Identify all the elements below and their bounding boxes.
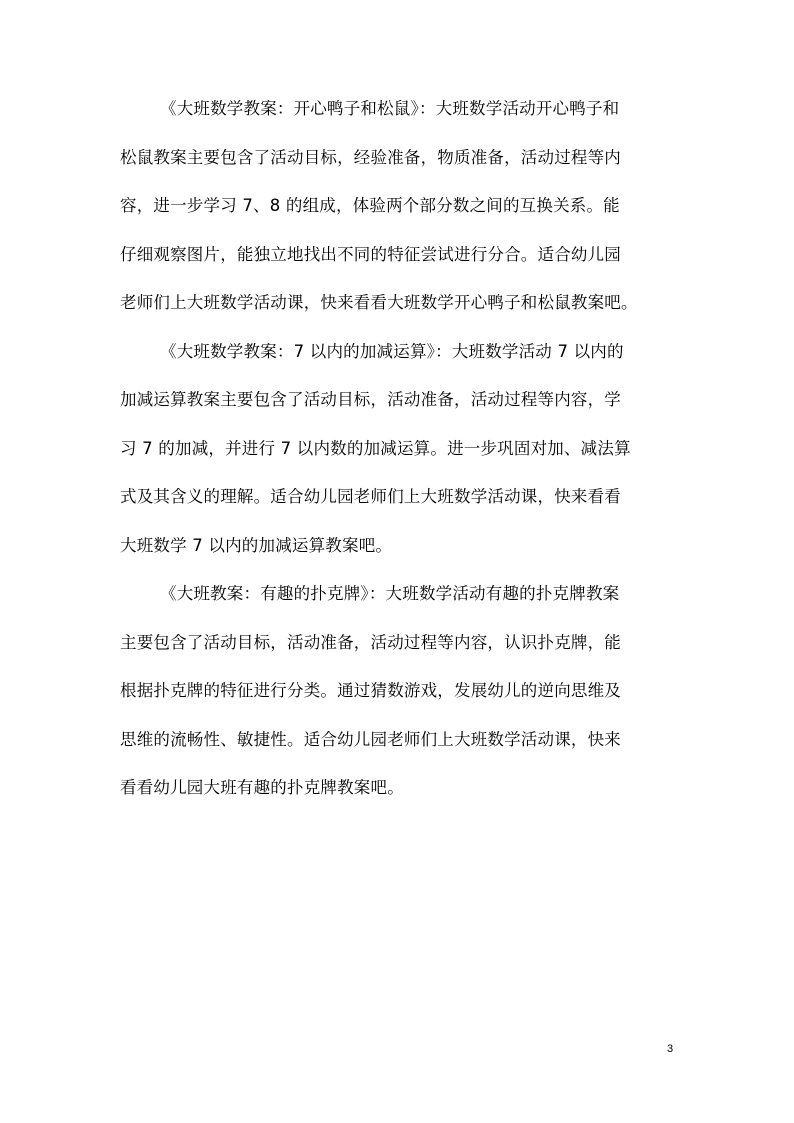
paragraph-3 [120,577,680,820]
paragraph-line: 习 7 的加减，并进行 7 以内数的加减运算。进一步巩固对加、减法算 [120,438,631,458]
paragraph-line: 《大班数学教案：开心鸭子和松鼠》：大班数学活动开心鸭子和 [160,99,620,118]
paragraph-line: 思维的流畅性、敏捷性。适合幼儿园老师们上大班数学活动课，快来 [120,729,621,749]
paragraph-line: 式及其含义的理解。适合幼儿园老师们上大班数学活动课，快来看看 [120,487,621,506]
paragraph-line: 仔细观察图片，能独立地找出不同的特征尝试进行分合。适合幼儿园 [120,244,621,264]
page-number: 3 [667,1043,674,1055]
paragraph-line: 《大班教案：有趣的扑克牌》：大班数学活动有趣的扑克牌教案 [160,584,620,603]
body-text [120,92,680,820]
paragraph-line: 加减运算教案主要包含了活动目标，活动准备，活动过程等内容，学 [120,390,621,409]
paragraph-line: 根据扑克牌的特征进行分类。通过猜数游戏，发展幼儿的逆向思维及 [120,681,621,700]
paragraph-2 [120,335,680,578]
paragraph-1 [120,92,680,335]
paragraph-line: 看看幼儿园大班有趣的扑克牌教案吧。 [120,778,404,797]
paragraph-line: 老师们上大班数学活动课，快来看看大班数学开心鸭子和松鼠教案吧。 [120,293,638,312]
paragraph-line: 《大班数学教案：7 以内的加减运算》：大班数学活动 7 以内的 [160,341,624,361]
paragraph-line: 容，进一步学习 7、8 的组成，体验两个部分数之间的互换关系。能 [120,196,620,215]
paragraph-line: 主要包含了活动目标，活动准备，活动过程等内容，认识扑克牌，能 [120,632,621,652]
paragraph-line: 松鼠教案主要包含了活动目标，经验准备，物质准备，活动过程等内 [120,147,621,167]
paragraph-line: 大班数学 7 以内的加减运算教案吧。 [120,535,393,555]
